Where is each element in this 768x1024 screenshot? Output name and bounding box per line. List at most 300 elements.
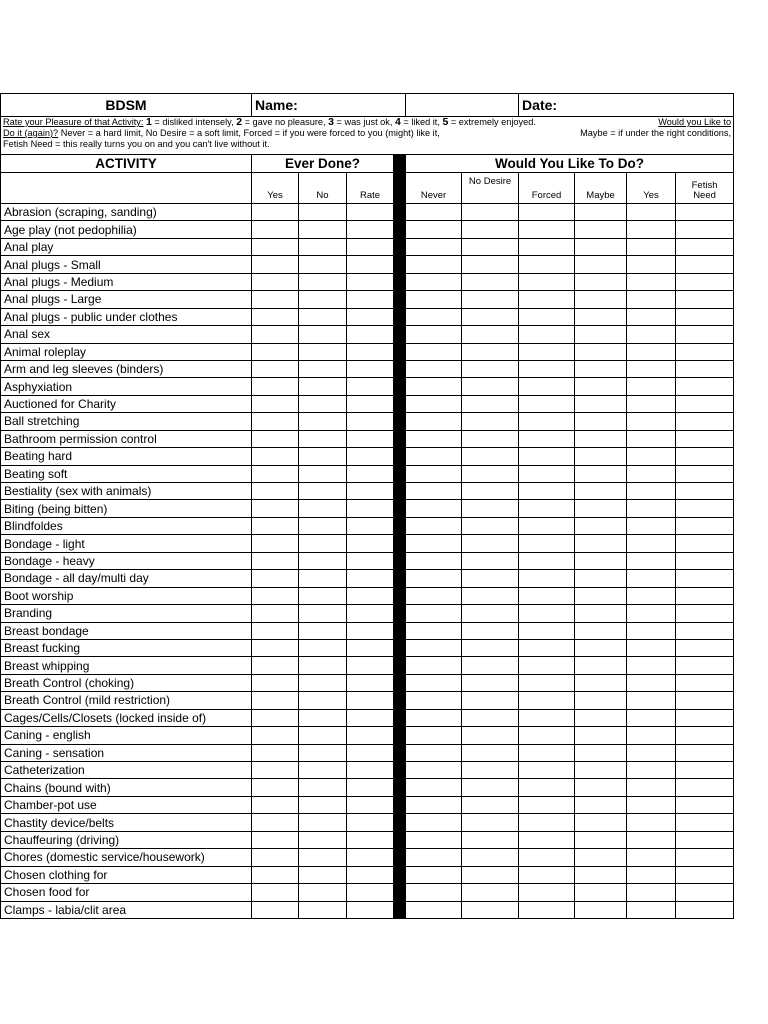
cell-forced[interactable] bbox=[519, 709, 575, 726]
cell-never[interactable] bbox=[406, 884, 462, 901]
cell-rate[interactable] bbox=[347, 517, 394, 534]
cell-rate[interactable] bbox=[347, 413, 394, 430]
cell-fetish-need[interactable] bbox=[676, 779, 734, 796]
cell-yes-would[interactable] bbox=[627, 360, 676, 377]
cell-fetish-need[interactable] bbox=[676, 587, 734, 604]
cell-never[interactable] bbox=[406, 657, 462, 674]
cell-no-desire[interactable] bbox=[462, 273, 519, 290]
cell-maybe[interactable] bbox=[575, 796, 627, 813]
cell-never[interactable] bbox=[406, 570, 462, 587]
cell-yes[interactable] bbox=[252, 657, 299, 674]
cell-yes-would[interactable] bbox=[627, 343, 676, 360]
cell-never[interactable] bbox=[406, 587, 462, 604]
cell-maybe[interactable] bbox=[575, 622, 627, 639]
cell-forced[interactable] bbox=[519, 360, 575, 377]
cell-yes[interactable] bbox=[252, 378, 299, 395]
cell-no[interactable] bbox=[299, 413, 347, 430]
cell-no-desire[interactable] bbox=[462, 849, 519, 866]
cell-rate[interactable] bbox=[347, 866, 394, 883]
cell-maybe[interactable] bbox=[575, 814, 627, 831]
cell-no[interactable] bbox=[299, 727, 347, 744]
cell-maybe[interactable] bbox=[575, 709, 627, 726]
cell-fetish-need[interactable] bbox=[676, 413, 734, 430]
cell-forced[interactable] bbox=[519, 238, 575, 255]
cell-forced[interactable] bbox=[519, 204, 575, 221]
cell-no[interactable] bbox=[299, 378, 347, 395]
cell-no[interactable] bbox=[299, 866, 347, 883]
cell-yes[interactable] bbox=[252, 831, 299, 848]
cell-yes[interactable] bbox=[252, 483, 299, 500]
cell-no[interactable] bbox=[299, 308, 347, 325]
cell-yes-would[interactable] bbox=[627, 884, 676, 901]
cell-rate[interactable] bbox=[347, 221, 394, 238]
cell-no[interactable] bbox=[299, 674, 347, 691]
cell-never[interactable] bbox=[406, 762, 462, 779]
cell-maybe[interactable] bbox=[575, 256, 627, 273]
cell-yes[interactable] bbox=[252, 343, 299, 360]
cell-forced[interactable] bbox=[519, 587, 575, 604]
cell-no[interactable] bbox=[299, 762, 347, 779]
cell-yes-would[interactable] bbox=[627, 796, 676, 813]
cell-rate[interactable] bbox=[347, 326, 394, 343]
cell-no-desire[interactable] bbox=[462, 657, 519, 674]
cell-never[interactable] bbox=[406, 517, 462, 534]
cell-yes[interactable] bbox=[252, 744, 299, 761]
cell-yes[interactable] bbox=[252, 291, 299, 308]
cell-yes[interactable] bbox=[252, 413, 299, 430]
cell-rate[interactable] bbox=[347, 831, 394, 848]
cell-yes[interactable] bbox=[252, 256, 299, 273]
cell-no-desire[interactable] bbox=[462, 343, 519, 360]
cell-no-desire[interactable] bbox=[462, 378, 519, 395]
cell-never[interactable] bbox=[406, 796, 462, 813]
cell-yes-would[interactable] bbox=[627, 849, 676, 866]
cell-never[interactable] bbox=[406, 622, 462, 639]
cell-forced[interactable] bbox=[519, 291, 575, 308]
cell-no[interactable] bbox=[299, 884, 347, 901]
cell-fetish-need[interactable] bbox=[676, 378, 734, 395]
cell-yes-would[interactable] bbox=[627, 622, 676, 639]
cell-maybe[interactable] bbox=[575, 762, 627, 779]
cell-maybe[interactable] bbox=[575, 535, 627, 552]
cell-no[interactable] bbox=[299, 448, 347, 465]
cell-no[interactable] bbox=[299, 779, 347, 796]
cell-forced[interactable] bbox=[519, 692, 575, 709]
cell-no[interactable] bbox=[299, 517, 347, 534]
cell-no[interactable] bbox=[299, 709, 347, 726]
cell-never[interactable] bbox=[406, 430, 462, 447]
cell-rate[interactable] bbox=[347, 448, 394, 465]
cell-fetish-need[interactable] bbox=[676, 901, 734, 918]
cell-yes-would[interactable] bbox=[627, 413, 676, 430]
cell-no[interactable] bbox=[299, 570, 347, 587]
cell-forced[interactable] bbox=[519, 221, 575, 238]
cell-maybe[interactable] bbox=[575, 430, 627, 447]
cell-yes[interactable] bbox=[252, 204, 299, 221]
cell-no-desire[interactable] bbox=[462, 674, 519, 691]
cell-yes[interactable] bbox=[252, 570, 299, 587]
cell-rate[interactable] bbox=[347, 674, 394, 691]
cell-yes[interactable] bbox=[252, 796, 299, 813]
date-field[interactable] bbox=[519, 94, 734, 117]
cell-no-desire[interactable] bbox=[462, 465, 519, 482]
cell-yes[interactable] bbox=[252, 448, 299, 465]
cell-rate[interactable] bbox=[347, 395, 394, 412]
cell-no[interactable] bbox=[299, 256, 347, 273]
cell-fetish-need[interactable] bbox=[676, 744, 734, 761]
cell-forced[interactable] bbox=[519, 308, 575, 325]
cell-no-desire[interactable] bbox=[462, 360, 519, 377]
cell-yes-would[interactable] bbox=[627, 378, 676, 395]
cell-forced[interactable] bbox=[519, 849, 575, 866]
cell-fetish-need[interactable] bbox=[676, 796, 734, 813]
cell-maybe[interactable] bbox=[575, 221, 627, 238]
cell-maybe[interactable] bbox=[575, 605, 627, 622]
cell-yes[interactable] bbox=[252, 587, 299, 604]
cell-never[interactable] bbox=[406, 308, 462, 325]
cell-no-desire[interactable] bbox=[462, 570, 519, 587]
cell-fetish-need[interactable] bbox=[676, 866, 734, 883]
cell-maybe[interactable] bbox=[575, 866, 627, 883]
cell-maybe[interactable] bbox=[575, 587, 627, 604]
cell-rate[interactable] bbox=[347, 709, 394, 726]
cell-yes[interactable] bbox=[252, 552, 299, 569]
cell-no[interactable] bbox=[299, 744, 347, 761]
cell-no[interactable] bbox=[299, 360, 347, 377]
cell-rate[interactable] bbox=[347, 430, 394, 447]
cell-yes[interactable] bbox=[252, 500, 299, 517]
cell-yes-would[interactable] bbox=[627, 674, 676, 691]
cell-never[interactable] bbox=[406, 465, 462, 482]
cell-yes[interactable] bbox=[252, 238, 299, 255]
cell-yes[interactable] bbox=[252, 465, 299, 482]
cell-forced[interactable] bbox=[519, 866, 575, 883]
cell-no-desire[interactable] bbox=[462, 448, 519, 465]
cell-no[interactable] bbox=[299, 657, 347, 674]
cell-rate[interactable] bbox=[347, 256, 394, 273]
cell-yes-would[interactable] bbox=[627, 587, 676, 604]
cell-yes[interactable] bbox=[252, 639, 299, 656]
cell-fetish-need[interactable] bbox=[676, 465, 734, 482]
cell-maybe[interactable] bbox=[575, 343, 627, 360]
cell-rate[interactable] bbox=[347, 622, 394, 639]
cell-forced[interactable] bbox=[519, 779, 575, 796]
cell-yes-would[interactable] bbox=[627, 465, 676, 482]
cell-rate[interactable] bbox=[347, 587, 394, 604]
cell-rate[interactable] bbox=[347, 570, 394, 587]
cell-never[interactable] bbox=[406, 326, 462, 343]
cell-yes-would[interactable] bbox=[627, 500, 676, 517]
cell-forced[interactable] bbox=[519, 762, 575, 779]
cell-never[interactable] bbox=[406, 291, 462, 308]
cell-rate[interactable] bbox=[347, 849, 394, 866]
cell-fetish-need[interactable] bbox=[676, 291, 734, 308]
cell-forced[interactable] bbox=[519, 413, 575, 430]
cell-no[interactable] bbox=[299, 622, 347, 639]
cell-fetish-need[interactable] bbox=[676, 570, 734, 587]
cell-yes-would[interactable] bbox=[627, 448, 676, 465]
cell-yes-would[interactable] bbox=[627, 256, 676, 273]
cell-yes[interactable] bbox=[252, 430, 299, 447]
cell-forced[interactable] bbox=[519, 448, 575, 465]
cell-no[interactable] bbox=[299, 291, 347, 308]
cell-forced[interactable] bbox=[519, 570, 575, 587]
cell-never[interactable] bbox=[406, 413, 462, 430]
cell-yes[interactable] bbox=[252, 360, 299, 377]
cell-fetish-need[interactable] bbox=[676, 500, 734, 517]
cell-rate[interactable] bbox=[347, 378, 394, 395]
cell-never[interactable] bbox=[406, 552, 462, 569]
cell-rate[interactable] bbox=[347, 483, 394, 500]
cell-fetish-need[interactable] bbox=[676, 831, 734, 848]
cell-maybe[interactable] bbox=[575, 517, 627, 534]
cell-no[interactable] bbox=[299, 552, 347, 569]
cell-rate[interactable] bbox=[347, 814, 394, 831]
cell-fetish-need[interactable] bbox=[676, 395, 734, 412]
cell-no[interactable] bbox=[299, 796, 347, 813]
cell-forced[interactable] bbox=[519, 535, 575, 552]
cell-yes-would[interactable] bbox=[627, 291, 676, 308]
cell-forced[interactable] bbox=[519, 727, 575, 744]
cell-no-desire[interactable] bbox=[462, 517, 519, 534]
cell-no[interactable] bbox=[299, 831, 347, 848]
cell-fetish-need[interactable] bbox=[676, 360, 734, 377]
cell-maybe[interactable] bbox=[575, 413, 627, 430]
cell-yes[interactable] bbox=[252, 866, 299, 883]
cell-forced[interactable] bbox=[519, 343, 575, 360]
cell-fetish-need[interactable] bbox=[676, 814, 734, 831]
cell-rate[interactable] bbox=[347, 308, 394, 325]
cell-fetish-need[interactable] bbox=[676, 605, 734, 622]
cell-no[interactable] bbox=[299, 692, 347, 709]
cell-maybe[interactable] bbox=[575, 849, 627, 866]
cell-no[interactable] bbox=[299, 204, 347, 221]
cell-fetish-need[interactable] bbox=[676, 639, 734, 656]
cell-rate[interactable] bbox=[347, 465, 394, 482]
cell-never[interactable] bbox=[406, 448, 462, 465]
cell-yes[interactable] bbox=[252, 273, 299, 290]
cell-maybe[interactable] bbox=[575, 326, 627, 343]
cell-never[interactable] bbox=[406, 709, 462, 726]
cell-maybe[interactable] bbox=[575, 483, 627, 500]
cell-rate[interactable] bbox=[347, 744, 394, 761]
cell-yes[interactable] bbox=[252, 221, 299, 238]
cell-forced[interactable] bbox=[519, 273, 575, 290]
cell-yes[interactable] bbox=[252, 517, 299, 534]
cell-maybe[interactable] bbox=[575, 692, 627, 709]
cell-yes-would[interactable] bbox=[627, 535, 676, 552]
cell-fetish-need[interactable] bbox=[676, 483, 734, 500]
cell-forced[interactable] bbox=[519, 326, 575, 343]
cell-no[interactable] bbox=[299, 587, 347, 604]
cell-no-desire[interactable] bbox=[462, 326, 519, 343]
cell-fetish-need[interactable] bbox=[676, 709, 734, 726]
cell-forced[interactable] bbox=[519, 744, 575, 761]
cell-never[interactable] bbox=[406, 639, 462, 656]
cell-yes-would[interactable] bbox=[627, 831, 676, 848]
cell-fetish-need[interactable] bbox=[676, 273, 734, 290]
cell-maybe[interactable] bbox=[575, 238, 627, 255]
cell-no-desire[interactable] bbox=[462, 238, 519, 255]
cell-no-desire[interactable] bbox=[462, 605, 519, 622]
cell-never[interactable] bbox=[406, 866, 462, 883]
cell-maybe[interactable] bbox=[575, 308, 627, 325]
cell-yes-would[interactable] bbox=[627, 326, 676, 343]
cell-yes-would[interactable] bbox=[627, 692, 676, 709]
cell-yes[interactable] bbox=[252, 622, 299, 639]
cell-no-desire[interactable] bbox=[462, 831, 519, 848]
cell-never[interactable] bbox=[406, 605, 462, 622]
cell-yes[interactable] bbox=[252, 605, 299, 622]
cell-yes[interactable] bbox=[252, 308, 299, 325]
cell-yes[interactable] bbox=[252, 849, 299, 866]
cell-rate[interactable] bbox=[347, 884, 394, 901]
cell-no[interactable] bbox=[299, 901, 347, 918]
cell-fetish-need[interactable] bbox=[676, 692, 734, 709]
cell-fetish-need[interactable] bbox=[676, 308, 734, 325]
cell-maybe[interactable] bbox=[575, 378, 627, 395]
cell-maybe[interactable] bbox=[575, 831, 627, 848]
cell-no[interactable] bbox=[299, 430, 347, 447]
cell-fetish-need[interactable] bbox=[676, 727, 734, 744]
cell-maybe[interactable] bbox=[575, 639, 627, 656]
cell-maybe[interactable] bbox=[575, 448, 627, 465]
cell-forced[interactable] bbox=[519, 378, 575, 395]
cell-rate[interactable] bbox=[347, 500, 394, 517]
cell-yes[interactable] bbox=[252, 901, 299, 918]
cell-yes-would[interactable] bbox=[627, 814, 676, 831]
cell-maybe[interactable] bbox=[575, 360, 627, 377]
cell-maybe[interactable] bbox=[575, 273, 627, 290]
cell-rate[interactable] bbox=[347, 639, 394, 656]
cell-no-desire[interactable] bbox=[462, 796, 519, 813]
cell-forced[interactable] bbox=[519, 814, 575, 831]
cell-no[interactable] bbox=[299, 221, 347, 238]
cell-yes-would[interactable] bbox=[627, 762, 676, 779]
cell-never[interactable] bbox=[406, 273, 462, 290]
cell-never[interactable] bbox=[406, 256, 462, 273]
cell-no-desire[interactable] bbox=[462, 430, 519, 447]
cell-rate[interactable] bbox=[347, 657, 394, 674]
cell-never[interactable] bbox=[406, 500, 462, 517]
cell-fetish-need[interactable] bbox=[676, 535, 734, 552]
cell-maybe[interactable] bbox=[575, 204, 627, 221]
cell-no-desire[interactable] bbox=[462, 884, 519, 901]
cell-no-desire[interactable] bbox=[462, 500, 519, 517]
cell-no-desire[interactable] bbox=[462, 587, 519, 604]
cell-forced[interactable] bbox=[519, 500, 575, 517]
cell-yes[interactable] bbox=[252, 674, 299, 691]
cell-yes[interactable] bbox=[252, 814, 299, 831]
cell-yes-would[interactable] bbox=[627, 204, 676, 221]
cell-never[interactable] bbox=[406, 238, 462, 255]
cell-maybe[interactable] bbox=[575, 395, 627, 412]
cell-fetish-need[interactable] bbox=[676, 256, 734, 273]
cell-yes-would[interactable] bbox=[627, 570, 676, 587]
cell-yes[interactable] bbox=[252, 779, 299, 796]
cell-no-desire[interactable] bbox=[462, 639, 519, 656]
cell-fetish-need[interactable] bbox=[676, 849, 734, 866]
cell-never[interactable] bbox=[406, 831, 462, 848]
cell-forced[interactable] bbox=[519, 517, 575, 534]
cell-yes[interactable] bbox=[252, 395, 299, 412]
cell-never[interactable] bbox=[406, 395, 462, 412]
cell-yes-would[interactable] bbox=[627, 238, 676, 255]
cell-maybe[interactable] bbox=[575, 901, 627, 918]
cell-forced[interactable] bbox=[519, 552, 575, 569]
cell-yes-would[interactable] bbox=[627, 483, 676, 500]
cell-maybe[interactable] bbox=[575, 744, 627, 761]
cell-no-desire[interactable] bbox=[462, 221, 519, 238]
cell-forced[interactable] bbox=[519, 622, 575, 639]
cell-forced[interactable] bbox=[519, 465, 575, 482]
cell-no-desire[interactable] bbox=[462, 413, 519, 430]
cell-no-desire[interactable] bbox=[462, 709, 519, 726]
cell-fetish-need[interactable] bbox=[676, 204, 734, 221]
cell-yes[interactable] bbox=[252, 884, 299, 901]
cell-never[interactable] bbox=[406, 744, 462, 761]
cell-never[interactable] bbox=[406, 727, 462, 744]
cell-forced[interactable] bbox=[519, 901, 575, 918]
cell-maybe[interactable] bbox=[575, 552, 627, 569]
cell-never[interactable] bbox=[406, 204, 462, 221]
cell-never[interactable] bbox=[406, 901, 462, 918]
cell-maybe[interactable] bbox=[575, 657, 627, 674]
cell-maybe[interactable] bbox=[575, 500, 627, 517]
cell-forced[interactable] bbox=[519, 639, 575, 656]
cell-no-desire[interactable] bbox=[462, 308, 519, 325]
cell-yes-would[interactable] bbox=[627, 779, 676, 796]
cell-never[interactable] bbox=[406, 674, 462, 691]
cell-yes-would[interactable] bbox=[627, 727, 676, 744]
cell-rate[interactable] bbox=[347, 605, 394, 622]
cell-forced[interactable] bbox=[519, 605, 575, 622]
cell-maybe[interactable] bbox=[575, 570, 627, 587]
cell-never[interactable] bbox=[406, 483, 462, 500]
cell-fetish-need[interactable] bbox=[676, 622, 734, 639]
cell-rate[interactable] bbox=[347, 343, 394, 360]
cell-yes-would[interactable] bbox=[627, 273, 676, 290]
cell-never[interactable] bbox=[406, 360, 462, 377]
cell-no[interactable] bbox=[299, 395, 347, 412]
cell-yes[interactable] bbox=[252, 762, 299, 779]
cell-rate[interactable] bbox=[347, 796, 394, 813]
cell-rate[interactable] bbox=[347, 204, 394, 221]
cell-yes[interactable] bbox=[252, 727, 299, 744]
cell-no[interactable] bbox=[299, 238, 347, 255]
name-field-extension[interactable] bbox=[406, 94, 519, 117]
cell-no[interactable] bbox=[299, 535, 347, 552]
cell-no-desire[interactable] bbox=[462, 727, 519, 744]
cell-no-desire[interactable] bbox=[462, 256, 519, 273]
cell-yes[interactable] bbox=[252, 709, 299, 726]
cell-rate[interactable] bbox=[347, 779, 394, 796]
cell-maybe[interactable] bbox=[575, 884, 627, 901]
cell-no-desire[interactable] bbox=[462, 779, 519, 796]
cell-rate[interactable] bbox=[347, 552, 394, 569]
cell-no-desire[interactable] bbox=[462, 291, 519, 308]
cell-forced[interactable] bbox=[519, 796, 575, 813]
cell-yes-would[interactable] bbox=[627, 308, 676, 325]
cell-maybe[interactable] bbox=[575, 465, 627, 482]
cell-yes-would[interactable] bbox=[627, 605, 676, 622]
cell-fetish-need[interactable] bbox=[676, 657, 734, 674]
cell-forced[interactable] bbox=[519, 657, 575, 674]
cell-never[interactable] bbox=[406, 535, 462, 552]
cell-rate[interactable] bbox=[347, 291, 394, 308]
cell-yes-would[interactable] bbox=[627, 709, 676, 726]
cell-no[interactable] bbox=[299, 343, 347, 360]
